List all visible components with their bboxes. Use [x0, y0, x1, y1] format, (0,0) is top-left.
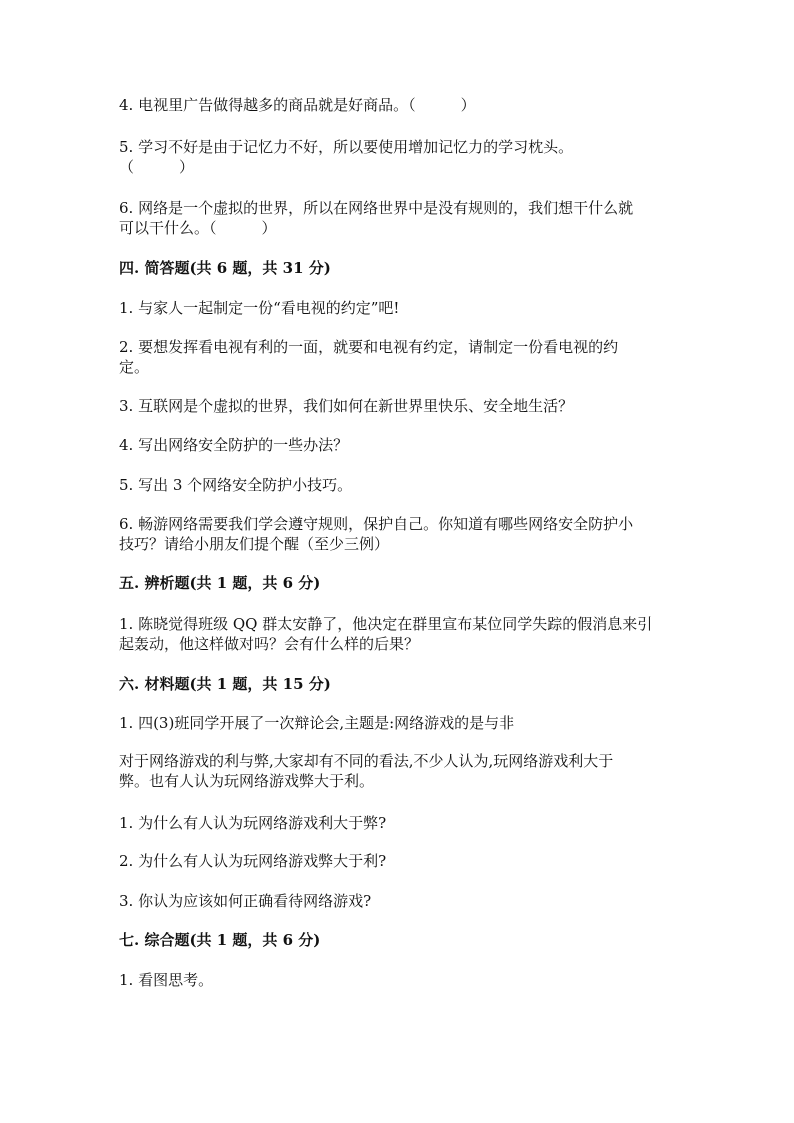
analysis-item-1-line-2: 起轰动，他这样做对吗？会有什么样的后果？	[119, 635, 420, 653]
true-false-item-6-line-1: 6. 网络是一个虚拟的世界，所以在网络世界中是没有规则的，我们想干什么就	[119, 199, 634, 217]
short-answer-item-4: 4. 写出网络安全防护的一些办法？	[119, 436, 349, 454]
material-text-line-2: 弊。也有人认为玩网络游戏弊大于利。	[119, 772, 375, 790]
true-false-item-5-line-1: 5. 学习不好是由于记忆力不好，所以要使用增加记忆力的学习枕头。	[119, 138, 574, 156]
material-item-1: 1. 四(3)班同学开展了一次辩论会,主题是:网络游戏的是与非	[119, 714, 515, 732]
short-answer-item-6-line-2: 技巧？请给小朋友们提个醒（至少三例）	[119, 535, 390, 553]
material-subquestion-3: 3. 你认为应该如何正确看待网络游戏?	[119, 892, 372, 910]
short-answer-item-2-line-1: 2. 要想发挥看电视有利的一面，就要和电视有约定，请制定一份看电视的约	[119, 338, 619, 356]
short-answer-item-5: 5. 写出 3 个网络安全防护小技巧。	[119, 476, 353, 494]
material-subquestion-1: 1. 为什么有人认为玩网络游戏利大于弊?	[119, 814, 387, 832]
section-6-heading: 六. 材料题(共 1 题，共 15 分)	[119, 675, 331, 693]
short-answer-item-6-line-1: 6. 畅游网络需要我们学会遵守规则，保护自己。你知道有哪些网络安全防护小	[119, 515, 634, 533]
short-answer-item-3: 3. 互联网是个虚拟的世界，我们如何在新世界里快乐、安全地生活？	[119, 397, 574, 415]
true-false-item-4: 4. 电视里广告做得越多的商品就是好商品。（ ）	[119, 96, 476, 114]
true-false-item-6-line-2: 可以干什么。（ ）	[119, 219, 277, 237]
short-answer-item-1: 1. 与家人一起制定一份“看电视的约定”吧!	[119, 299, 400, 317]
material-subquestion-2: 2. 为什么有人认为玩网络游戏弊大于利?	[119, 852, 387, 870]
material-text-line-1: 对于网络游戏的利与弊,大家却有不同的看法,不少人认为,玩网络游戏利大于	[119, 752, 614, 770]
comprehensive-item-1: 1. 看图思考。	[119, 971, 214, 989]
section-5-heading: 五. 辨析题(共 1 题，共 6 分)	[119, 574, 321, 592]
analysis-item-1-line-1: 1. 陈晓觉得班级 QQ 群太安静了，他决定在群里宣布某位同学失踪的假消息来引	[119, 615, 653, 633]
true-false-item-5-line-2: （ ）	[119, 158, 195, 176]
short-answer-item-2-line-2: 定。	[119, 358, 150, 376]
section-4-heading: 四. 简答题(共 6 题，共 31 分)	[119, 259, 331, 277]
section-7-heading: 七. 综合题(共 1 题，共 6 分)	[119, 931, 321, 949]
